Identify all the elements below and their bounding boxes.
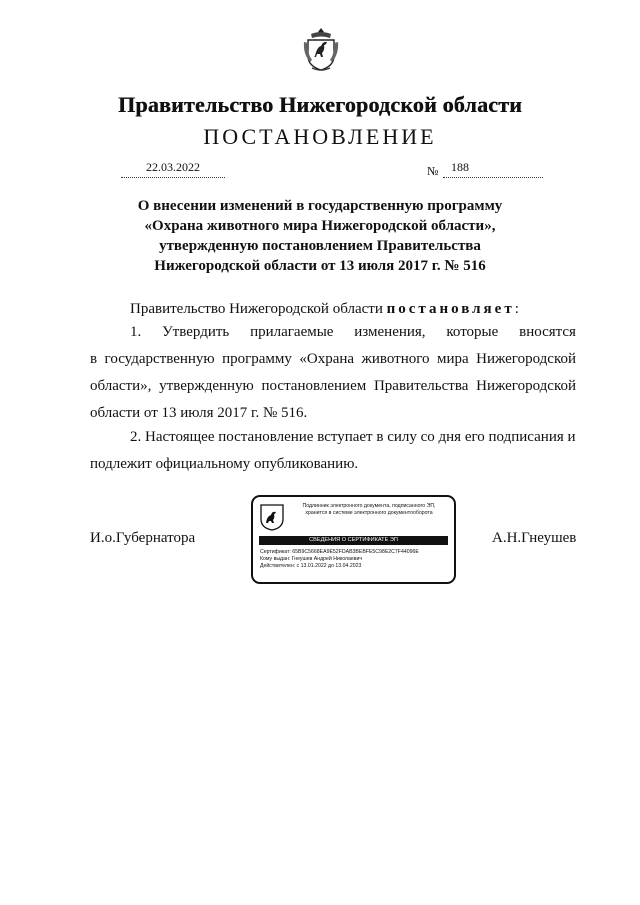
word: Утвердить: [162, 324, 230, 340]
stamp-certificate-info: [260, 549, 450, 570]
paragraph-1-rest: в государственную программу «Охрана животного мира Нижегородской области», утвержденную постановлением Правительства Нижегородской области от 13 июля 2017 г. № 516.: [90, 351, 576, 421]
organization-title: Правительство Нижегородской области: [117, 92, 522, 117]
paragraph-1-first-line: [90, 319, 576, 346]
deer-emblem-icon: [260, 503, 284, 531]
word: которые: [446, 324, 499, 340]
certificate-owner: Кому выдан: Гнеушев Андрей Николаевич: [260, 556, 363, 562]
certificate-validity: Действителен: с 13.01.2022 до 13.04.2023: [260, 563, 362, 569]
date-underline: [121, 177, 225, 178]
subject-line: «Охрана животного мира Нижегородской области»,: [144, 218, 496, 234]
signatory-position: И.о.Губернатора: [90, 530, 196, 546]
subject-line: утвержденную постановлением Правительства: [159, 238, 481, 254]
signatory-name: А.Н.Гнеушев: [492, 530, 577, 546]
word: изменения,: [354, 324, 426, 340]
word: прилагаемые: [250, 324, 334, 340]
electronic-signature-stamp: [251, 495, 456, 584]
word: вносятся: [519, 324, 576, 340]
certificate-id: Сертификат: 65B9C5668EA9E52FDAB3BEBFE5C98E2C7F44096E: [260, 549, 419, 555]
intro-suffix: :: [514, 301, 519, 317]
document-number: 188: [451, 160, 469, 174]
stamp-notice-line: хранится в системе электронного документооборота: [305, 510, 433, 516]
number-sign: №: [427, 164, 439, 178]
subject-line: Нижегородской области от 13 июля 2017 г. № 516: [154, 258, 486, 274]
document-subject: [120, 196, 520, 276]
stamp-certificate-band: СВЕДЕНИЯ О СЕРТИФИКАТЕ ЭП: [259, 536, 448, 545]
coat-of-arms-emblem: [303, 26, 339, 72]
intro-emphasis: постановляет: [386, 301, 515, 317]
number-underline: [443, 177, 543, 178]
stamp-signed-notice: [289, 503, 449, 517]
intro-text: Правительство Нижегородской области: [130, 301, 387, 317]
document-type: ПОСТАНОВЛЕНИЕ: [203, 124, 437, 149]
paragraph-2: 2. Настоящее постановление вступает в силу со дня его подписания и подлежит официальному опубликованию.: [90, 429, 576, 472]
word: 1.: [130, 324, 142, 340]
subject-line: О внесении изменений в государственную программу: [137, 198, 503, 214]
document-date: 22.03.2022: [146, 160, 200, 174]
paragraph-1: [90, 319, 576, 427]
stamp-notice-line: Подлинник электронного документа, подписанного ЭП,: [302, 503, 436, 509]
